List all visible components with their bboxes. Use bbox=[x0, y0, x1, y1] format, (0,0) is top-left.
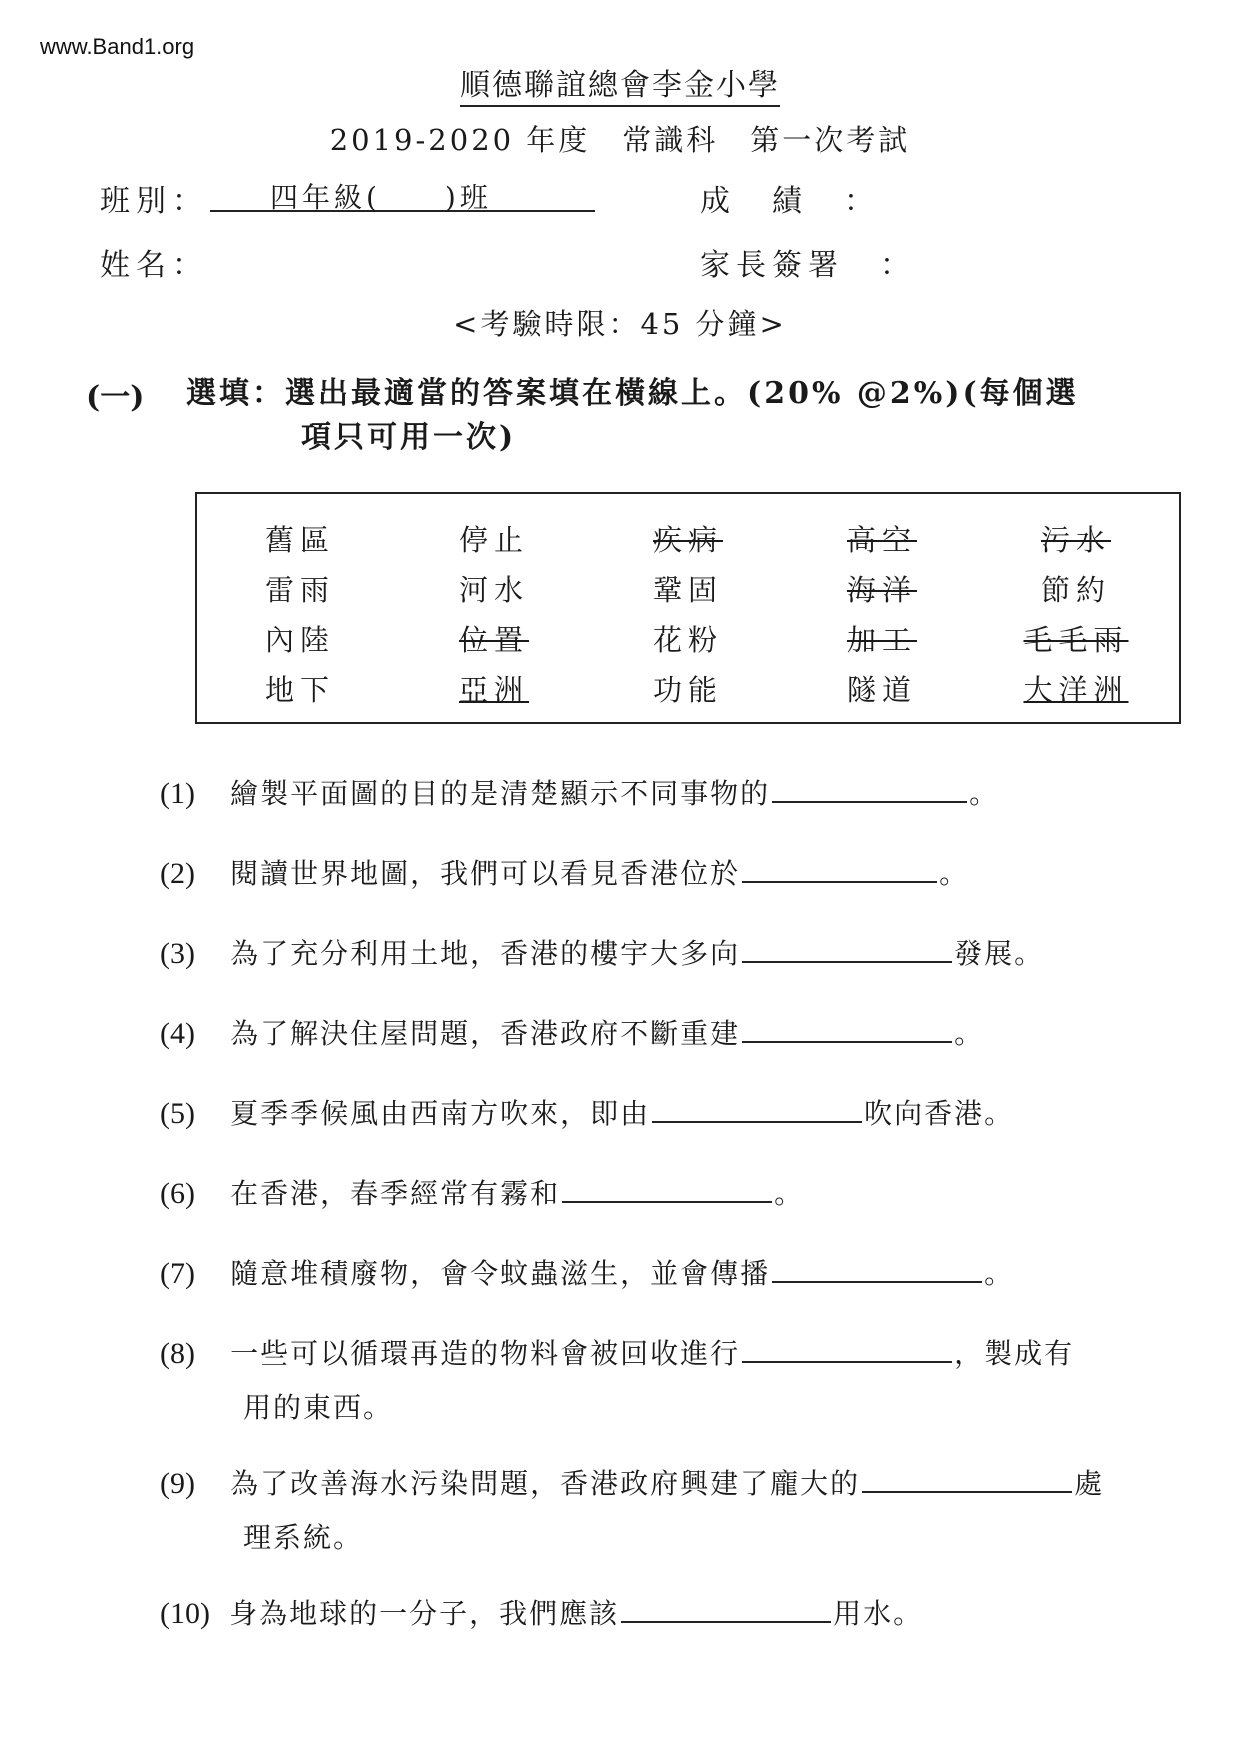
question-number: (7) bbox=[160, 1257, 195, 1290]
word-bank-item: 隧道 bbox=[846, 673, 917, 707]
word-bank-item: 位置 bbox=[458, 623, 529, 657]
question-8 bbox=[160, 1332, 1074, 1372]
name-label: 姓名： bbox=[100, 248, 208, 283]
word-bank-item: 高空 bbox=[846, 523, 917, 557]
word-bank-item: 疾病 bbox=[652, 523, 723, 557]
question-text: 繪製平面圖的目的是清楚顯示不同事物的 bbox=[230, 777, 771, 810]
question-number: (4) bbox=[160, 1017, 195, 1050]
question-text-end: ，製成有 bbox=[954, 1337, 1075, 1370]
question-number: (10) bbox=[160, 1597, 210, 1630]
question-number: (8) bbox=[160, 1337, 195, 1370]
class-label: 班別： bbox=[100, 184, 208, 219]
word-bank-item: 大洋洲 bbox=[1023, 673, 1129, 707]
exam-title: 2019-2020 年度 常識科 第一次考試 bbox=[329, 123, 911, 157]
question-text-end: 。 bbox=[969, 777, 1000, 810]
question-text: 為了充分利用土地，香港的樓宇大多向 bbox=[230, 937, 741, 970]
question-text: 身為地球的一分子，我們應該 bbox=[229, 1597, 620, 1630]
question-2 bbox=[160, 852, 969, 892]
question-5 bbox=[160, 1092, 1014, 1132]
answer-blank[interactable] bbox=[742, 1335, 952, 1363]
question-text: 一些可以循環再造的物料會被回收進行 bbox=[230, 1337, 741, 1370]
question-text: 夏季季候風由西南方吹來，即由 bbox=[230, 1097, 651, 1130]
word-bank-item: 地下 bbox=[264, 673, 335, 707]
question-number: (3) bbox=[160, 937, 195, 970]
question-number: (1) bbox=[160, 777, 195, 810]
question-number: (6) bbox=[160, 1177, 195, 1210]
question-text-end: 。 bbox=[939, 857, 970, 890]
question-6 bbox=[160, 1172, 804, 1212]
question-text: 為了解決住屋問題，香港政府不斷重建 bbox=[230, 1017, 741, 1050]
word-bank-item: 污水 bbox=[1040, 523, 1111, 557]
word-bank-item: 毛毛雨 bbox=[1023, 623, 1129, 657]
answer-blank[interactable] bbox=[652, 1095, 862, 1123]
question-1 bbox=[160, 772, 999, 812]
answer-blank[interactable] bbox=[621, 1595, 831, 1623]
word-bank-item: 停止 bbox=[458, 523, 529, 557]
section-number: (一) bbox=[86, 380, 145, 415]
word-bank-item: 鞏固 bbox=[652, 573, 723, 607]
class-value: 四年級( )班 bbox=[270, 181, 492, 214]
question-9 bbox=[160, 1462, 1104, 1502]
word-bank-item: 亞洲 bbox=[458, 673, 529, 707]
question-text-end: 。 bbox=[774, 1177, 805, 1210]
question-text-end: 。 bbox=[954, 1017, 985, 1050]
parent-signature-label: 家長簽署 ： bbox=[700, 248, 916, 283]
question-text: 為了改善海水污染問題，香港政府興建了龐大的 bbox=[230, 1467, 861, 1500]
word-bank-item: 河水 bbox=[458, 573, 529, 607]
answer-blank[interactable] bbox=[772, 1255, 982, 1283]
question-text-end: 吹向香港。 bbox=[864, 1097, 1015, 1130]
answer-blank[interactable] bbox=[772, 775, 967, 803]
answer-blank[interactable] bbox=[742, 855, 937, 883]
question-8-continuation: 用的東西。 bbox=[243, 1391, 394, 1424]
school-name: 順德聯誼總會李金小學 bbox=[0, 60, 1240, 104]
word-bank-item: 雷雨 bbox=[264, 573, 335, 607]
word-bank-item: 舊區 bbox=[264, 523, 335, 557]
question-7 bbox=[160, 1252, 1014, 1292]
word-bank-item: 功能 bbox=[652, 673, 723, 707]
question-4 bbox=[160, 1012, 984, 1052]
question-number: (2) bbox=[160, 857, 195, 890]
word-bank-item: 節約 bbox=[1040, 573, 1111, 607]
question-number: (9) bbox=[160, 1467, 195, 1500]
word-bank bbox=[195, 492, 1181, 724]
question-text-end: 用水。 bbox=[833, 1597, 924, 1630]
answer-blank[interactable] bbox=[862, 1465, 1072, 1493]
question-text: 閱讀世界地圖，我們可以看見香港位於 bbox=[230, 857, 741, 890]
answer-blank[interactable] bbox=[742, 1015, 952, 1043]
answer-blank[interactable] bbox=[742, 935, 952, 963]
word-bank-item: 海洋 bbox=[846, 573, 917, 607]
time-limit: <考驗時限：45 分鐘> bbox=[453, 307, 787, 341]
word-bank-item: 加工 bbox=[846, 623, 917, 657]
word-bank-item: 花粉 bbox=[652, 623, 723, 657]
answer-blank[interactable] bbox=[562, 1175, 772, 1203]
watermark: www.Band1.org bbox=[40, 34, 195, 59]
question-9-continuation: 理系統。 bbox=[243, 1521, 364, 1554]
score-label: 成 績 ： bbox=[700, 184, 880, 219]
question-text-end: 發展。 bbox=[954, 937, 1045, 970]
question-text: 隨意堆積廢物，會令蚊蟲滋生，並會傳播 bbox=[230, 1257, 771, 1290]
question-text-end: 處 bbox=[1074, 1467, 1105, 1500]
question-text-end: 。 bbox=[984, 1257, 1015, 1290]
question-3 bbox=[160, 932, 1044, 972]
section-instruction: 選填：選出最適當的答案填在橫線上。(20% @2%)(每個選 項只可用一次) bbox=[186, 376, 1079, 455]
question-10 bbox=[160, 1592, 923, 1632]
question-text: 在香港，春季經常有霧和 bbox=[230, 1177, 561, 1210]
question-number: (5) bbox=[160, 1097, 195, 1130]
word-bank-item: 內陸 bbox=[264, 623, 335, 657]
